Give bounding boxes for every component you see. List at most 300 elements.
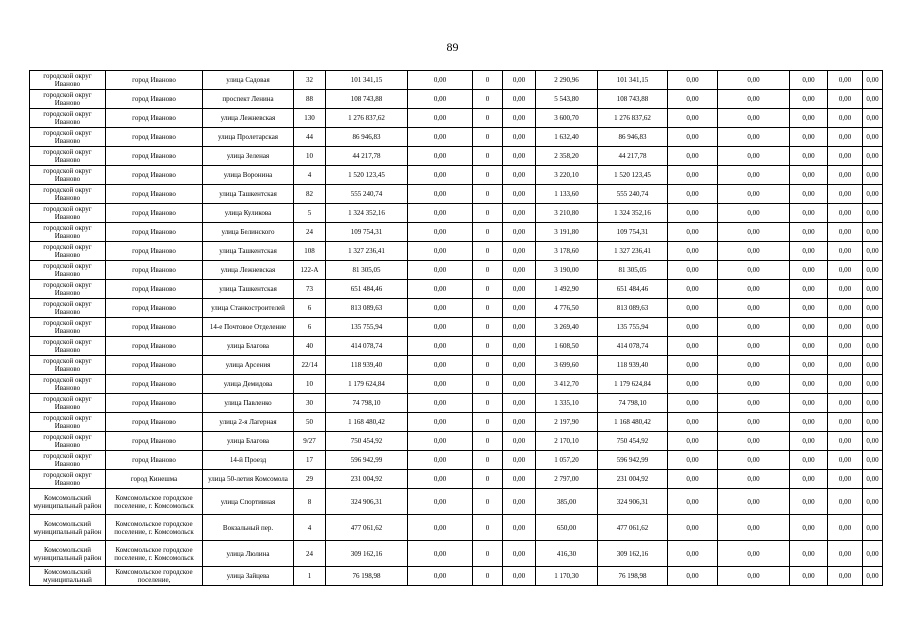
settlement-cell: город Иваново bbox=[106, 432, 203, 451]
total-cost-cell: 1 179 624,84 bbox=[326, 375, 408, 394]
settlement-cell: город Иваново bbox=[106, 90, 203, 109]
cost-col-6-cell: 0,00 bbox=[408, 451, 473, 470]
municipality-cell: городской округ Иваново bbox=[30, 147, 106, 166]
street-cell: улица Ташкентская bbox=[203, 185, 294, 204]
cost-col-11-cell: 0,00 bbox=[668, 128, 718, 147]
municipality-cell: Комсомольский муниципальный район bbox=[30, 541, 106, 567]
cost-col-13-cell: 0,00 bbox=[790, 375, 828, 394]
settlement-cell: город Иваново bbox=[106, 223, 203, 242]
area-cell: 5 543,80 bbox=[536, 90, 598, 109]
cost-col-14-cell: 0,00 bbox=[828, 413, 863, 432]
municipality-cell: городской округ Иваново bbox=[30, 299, 106, 318]
cost-col-10-cell: 81 305,05 bbox=[598, 261, 668, 280]
cost-col-12-cell: 0,00 bbox=[718, 515, 790, 541]
cost-col-10-cell: 1 168 480,42 bbox=[598, 413, 668, 432]
cost-col-10-cell: 596 942,99 bbox=[598, 451, 668, 470]
cost-col-10-cell: 118 939,40 bbox=[598, 356, 668, 375]
table-row bbox=[30, 515, 883, 541]
cost-col-11-cell: 0,00 bbox=[668, 166, 718, 185]
cost-col-15-cell: 0,00 bbox=[863, 375, 883, 394]
cost-col-11-cell: 0,00 bbox=[668, 489, 718, 515]
cost-col-8-cell: 0,00 bbox=[503, 337, 536, 356]
cost-col-10-cell: 1 179 624,84 bbox=[598, 375, 668, 394]
table-row bbox=[30, 451, 883, 470]
municipality-cell: Комсомольский муниципальный bbox=[30, 567, 106, 586]
municipality-cell: городской округ Иваново bbox=[30, 223, 106, 242]
cost-col-10-cell: 44 217,78 bbox=[598, 147, 668, 166]
cost-col-11-cell: 0,00 bbox=[668, 204, 718, 223]
municipality-cell: городской округ Иваново bbox=[30, 242, 106, 261]
cost-col-6-cell: 0,00 bbox=[408, 147, 473, 166]
total-cost-cell: 414 078,74 bbox=[326, 337, 408, 356]
cost-col-6-cell: 0,00 bbox=[408, 375, 473, 394]
street-cell: улица Благова bbox=[203, 337, 294, 356]
count-col-7-cell: 0 bbox=[473, 337, 503, 356]
count-col-7-cell: 0 bbox=[473, 261, 503, 280]
total-cost-cell: 118 939,40 bbox=[326, 356, 408, 375]
count-col-7-cell: 0 bbox=[473, 470, 503, 489]
total-cost-cell: 477 061,62 bbox=[326, 515, 408, 541]
cost-col-11-cell: 0,00 bbox=[668, 299, 718, 318]
municipality-cell: городской округ Иваново bbox=[30, 90, 106, 109]
settlement-cell: город Иваново bbox=[106, 318, 203, 337]
area-cell: 3 220,10 bbox=[536, 166, 598, 185]
total-cost-cell: 324 906,31 bbox=[326, 489, 408, 515]
cost-col-15-cell: 0,00 bbox=[863, 185, 883, 204]
settlement-cell: город Иваново bbox=[106, 299, 203, 318]
cost-col-11-cell: 0,00 bbox=[668, 451, 718, 470]
cost-col-15-cell: 0,00 bbox=[863, 299, 883, 318]
total-cost-cell: 555 240,74 bbox=[326, 185, 408, 204]
count-col-7-cell: 0 bbox=[473, 223, 503, 242]
total-cost-cell: 750 454,92 bbox=[326, 432, 408, 451]
count-col-7-cell: 0 bbox=[473, 109, 503, 128]
settlement-cell: Комсомольское городское поселение, г. Комсомольск bbox=[106, 541, 203, 567]
cost-col-12-cell: 0,00 bbox=[718, 204, 790, 223]
count-col-7-cell: 0 bbox=[473, 166, 503, 185]
cost-col-12-cell: 0,00 bbox=[718, 451, 790, 470]
cost-col-8-cell: 0,00 bbox=[503, 261, 536, 280]
cost-col-6-cell: 0,00 bbox=[408, 128, 473, 147]
count-col-7-cell: 0 bbox=[473, 318, 503, 337]
cost-col-8-cell: 0,00 bbox=[503, 567, 536, 586]
cost-col-12-cell: 0,00 bbox=[718, 299, 790, 318]
cost-col-15-cell: 0,00 bbox=[863, 261, 883, 280]
cost-col-8-cell: 0,00 bbox=[503, 242, 536, 261]
cost-col-6-cell: 0,00 bbox=[408, 394, 473, 413]
cost-col-8-cell: 0,00 bbox=[503, 470, 536, 489]
total-cost-cell: 813 089,63 bbox=[326, 299, 408, 318]
municipality-cell: Комсомольский муниципальный район bbox=[30, 515, 106, 541]
cost-col-8-cell: 0,00 bbox=[503, 223, 536, 242]
area-cell: 2 197,90 bbox=[536, 413, 598, 432]
area-cell: 1 492,90 bbox=[536, 280, 598, 299]
cost-col-14-cell: 0,00 bbox=[828, 567, 863, 586]
street-cell: улица 50-летия Комсомола bbox=[203, 470, 294, 489]
house-number-cell: 9/27 bbox=[294, 432, 326, 451]
cost-col-11-cell: 0,00 bbox=[668, 109, 718, 128]
settlement-cell: Комсомольское городское поселение, г. Комсомольск bbox=[106, 515, 203, 541]
cost-col-15-cell: 0,00 bbox=[863, 413, 883, 432]
total-cost-cell: 109 754,31 bbox=[326, 223, 408, 242]
count-col-7-cell: 0 bbox=[473, 128, 503, 147]
cost-col-6-cell: 0,00 bbox=[408, 489, 473, 515]
table-row bbox=[30, 204, 883, 223]
count-col-7-cell: 0 bbox=[473, 204, 503, 223]
table-row bbox=[30, 470, 883, 489]
house-number-cell: 122-А bbox=[294, 261, 326, 280]
municipality-cell: городской округ Иваново bbox=[30, 394, 106, 413]
cost-col-14-cell: 0,00 bbox=[828, 318, 863, 337]
cost-col-13-cell: 0,00 bbox=[790, 541, 828, 567]
area-cell: 2 797,00 bbox=[536, 470, 598, 489]
cost-col-12-cell: 0,00 bbox=[718, 356, 790, 375]
table-row bbox=[30, 567, 883, 586]
cost-col-8-cell: 0,00 bbox=[503, 147, 536, 166]
cost-col-13-cell: 0,00 bbox=[790, 470, 828, 489]
count-col-7-cell: 0 bbox=[473, 541, 503, 567]
cost-col-11-cell: 0,00 bbox=[668, 261, 718, 280]
total-cost-cell: 44 217,78 bbox=[326, 147, 408, 166]
cost-col-15-cell: 0,00 bbox=[863, 541, 883, 567]
cost-col-6-cell: 0,00 bbox=[408, 515, 473, 541]
cost-col-13-cell: 0,00 bbox=[790, 337, 828, 356]
table-row bbox=[30, 147, 883, 166]
cost-col-13-cell: 0,00 bbox=[790, 356, 828, 375]
area-cell: 2 290,96 bbox=[536, 71, 598, 90]
table-row bbox=[30, 261, 883, 280]
cost-col-6-cell: 0,00 bbox=[408, 71, 473, 90]
cost-col-11-cell: 0,00 bbox=[668, 567, 718, 586]
count-col-7-cell: 0 bbox=[473, 242, 503, 261]
cost-col-11-cell: 0,00 bbox=[668, 280, 718, 299]
settlement-cell: город Иваново bbox=[106, 280, 203, 299]
cost-col-11-cell: 0,00 bbox=[668, 375, 718, 394]
cost-col-12-cell: 0,00 bbox=[718, 90, 790, 109]
street-cell: улица Люлина bbox=[203, 541, 294, 567]
cost-col-11-cell: 0,00 bbox=[668, 185, 718, 204]
street-cell: улица Спортивная bbox=[203, 489, 294, 515]
street-cell: улица Пролетарская bbox=[203, 128, 294, 147]
area-cell: 3 191,80 bbox=[536, 223, 598, 242]
table-row bbox=[30, 413, 883, 432]
count-col-7-cell: 0 bbox=[473, 90, 503, 109]
cost-col-8-cell: 0,00 bbox=[503, 489, 536, 515]
cost-col-12-cell: 0,00 bbox=[718, 109, 790, 128]
count-col-7-cell: 0 bbox=[473, 185, 503, 204]
cost-col-11-cell: 0,00 bbox=[668, 147, 718, 166]
municipality-cell: городской округ Иваново bbox=[30, 432, 106, 451]
cost-col-6-cell: 0,00 bbox=[408, 299, 473, 318]
cost-col-13-cell: 0,00 bbox=[790, 318, 828, 337]
cost-col-8-cell: 0,00 bbox=[503, 299, 536, 318]
cost-col-11-cell: 0,00 bbox=[668, 394, 718, 413]
cost-col-8-cell: 0,00 bbox=[503, 185, 536, 204]
total-cost-cell: 101 341,15 bbox=[326, 71, 408, 90]
cost-col-10-cell: 86 946,83 bbox=[598, 128, 668, 147]
cost-col-12-cell: 0,00 bbox=[718, 375, 790, 394]
cost-col-10-cell: 1 327 236,41 bbox=[598, 242, 668, 261]
street-cell: улица Арсения bbox=[203, 356, 294, 375]
cost-col-10-cell: 74 798,10 bbox=[598, 394, 668, 413]
house-number-cell: 10 bbox=[294, 147, 326, 166]
count-col-7-cell: 0 bbox=[473, 394, 503, 413]
cost-col-15-cell: 0,00 bbox=[863, 147, 883, 166]
area-cell: 3 600,70 bbox=[536, 109, 598, 128]
total-cost-cell: 1 520 123,45 bbox=[326, 166, 408, 185]
cost-col-13-cell: 0,00 bbox=[790, 71, 828, 90]
street-cell: Вокзальный пер. bbox=[203, 515, 294, 541]
cost-col-11-cell: 0,00 bbox=[668, 432, 718, 451]
street-cell: улица Белинского bbox=[203, 223, 294, 242]
area-cell: 1 632,40 bbox=[536, 128, 598, 147]
house-number-cell: 6 bbox=[294, 318, 326, 337]
table-row bbox=[30, 375, 883, 394]
settlement-cell: город Иваново bbox=[106, 261, 203, 280]
cost-col-10-cell: 231 004,92 bbox=[598, 470, 668, 489]
settlement-cell: город Иваново bbox=[106, 375, 203, 394]
cost-col-6-cell: 0,00 bbox=[408, 413, 473, 432]
cost-col-13-cell: 0,00 bbox=[790, 261, 828, 280]
cost-col-12-cell: 0,00 bbox=[718, 394, 790, 413]
cost-col-8-cell: 0,00 bbox=[503, 515, 536, 541]
cost-col-15-cell: 0,00 bbox=[863, 470, 883, 489]
settlement-cell: город Иваново bbox=[106, 356, 203, 375]
table-row bbox=[30, 432, 883, 451]
cost-col-11-cell: 0,00 bbox=[668, 337, 718, 356]
cost-col-14-cell: 0,00 bbox=[828, 451, 863, 470]
house-number-cell: 24 bbox=[294, 541, 326, 567]
municipality-cell: городской округ Иваново bbox=[30, 128, 106, 147]
house-number-cell: 73 bbox=[294, 280, 326, 299]
total-cost-cell: 651 484,46 bbox=[326, 280, 408, 299]
municipality-cell: городской округ Иваново bbox=[30, 166, 106, 185]
cost-col-14-cell: 0,00 bbox=[828, 280, 863, 299]
settlement-cell: город Иваново bbox=[106, 242, 203, 261]
street-cell: улица Ташкентская bbox=[203, 280, 294, 299]
cost-col-14-cell: 0,00 bbox=[828, 147, 863, 166]
cost-col-13-cell: 0,00 bbox=[790, 451, 828, 470]
municipality-cell: городской округ Иваново bbox=[30, 185, 106, 204]
cost-col-15-cell: 0,00 bbox=[863, 280, 883, 299]
table-row bbox=[30, 71, 883, 90]
settlement-cell: город Иваново bbox=[106, 204, 203, 223]
cost-col-12-cell: 0,00 bbox=[718, 470, 790, 489]
settlement-cell: Комсомольское городское поселение, bbox=[106, 567, 203, 586]
cost-col-8-cell: 0,00 bbox=[503, 280, 536, 299]
street-cell: улица Ташкентская bbox=[203, 242, 294, 261]
table-row bbox=[30, 280, 883, 299]
cost-col-12-cell: 0,00 bbox=[718, 318, 790, 337]
cost-col-13-cell: 0,00 bbox=[790, 185, 828, 204]
table-row bbox=[30, 109, 883, 128]
cost-col-14-cell: 0,00 bbox=[828, 242, 863, 261]
cost-col-14-cell: 0,00 bbox=[828, 337, 863, 356]
cost-col-13-cell: 0,00 bbox=[790, 90, 828, 109]
area-cell: 650,00 bbox=[536, 515, 598, 541]
municipality-cell: городской округ Иваново bbox=[30, 337, 106, 356]
cost-col-10-cell: 109 754,31 bbox=[598, 223, 668, 242]
settlement-cell: город Иваново bbox=[106, 71, 203, 90]
cost-col-11-cell: 0,00 bbox=[668, 223, 718, 242]
cost-col-6-cell: 0,00 bbox=[408, 261, 473, 280]
municipality-cell: городской округ Иваново bbox=[30, 204, 106, 223]
cost-col-15-cell: 0,00 bbox=[863, 515, 883, 541]
cost-col-14-cell: 0,00 bbox=[828, 90, 863, 109]
municipality-cell: городской округ Иваново bbox=[30, 451, 106, 470]
cost-col-15-cell: 0,00 bbox=[863, 166, 883, 185]
house-number-cell: 1 bbox=[294, 567, 326, 586]
municipality-cell: городской округ Иваново bbox=[30, 375, 106, 394]
area-cell: 1 608,50 bbox=[536, 337, 598, 356]
cost-col-15-cell: 0,00 bbox=[863, 567, 883, 586]
house-number-cell: 29 bbox=[294, 470, 326, 489]
count-col-7-cell: 0 bbox=[473, 567, 503, 586]
street-cell: улица Лежневская bbox=[203, 109, 294, 128]
cost-col-15-cell: 0,00 bbox=[863, 71, 883, 90]
cost-col-6-cell: 0,00 bbox=[408, 166, 473, 185]
house-number-cell: 82 bbox=[294, 185, 326, 204]
table-row bbox=[30, 166, 883, 185]
area-cell: 1 170,30 bbox=[536, 567, 598, 586]
cost-col-10-cell: 135 755,94 bbox=[598, 318, 668, 337]
cost-col-11-cell: 0,00 bbox=[668, 356, 718, 375]
cost-col-8-cell: 0,00 bbox=[503, 413, 536, 432]
table-row bbox=[30, 223, 883, 242]
cost-col-14-cell: 0,00 bbox=[828, 109, 863, 128]
count-col-7-cell: 0 bbox=[473, 413, 503, 432]
cost-col-10-cell: 309 162,16 bbox=[598, 541, 668, 567]
cost-col-14-cell: 0,00 bbox=[828, 432, 863, 451]
total-cost-cell: 309 162,16 bbox=[326, 541, 408, 567]
cost-col-10-cell: 555 240,74 bbox=[598, 185, 668, 204]
cost-col-6-cell: 0,00 bbox=[408, 185, 473, 204]
cost-col-15-cell: 0,00 bbox=[863, 451, 883, 470]
house-number-cell: 5 bbox=[294, 204, 326, 223]
cost-col-8-cell: 0,00 bbox=[503, 204, 536, 223]
count-col-7-cell: 0 bbox=[473, 71, 503, 90]
cost-col-10-cell: 1 520 123,45 bbox=[598, 166, 668, 185]
cost-col-8-cell: 0,00 bbox=[503, 451, 536, 470]
street-cell: улица Павленко bbox=[203, 394, 294, 413]
table-row bbox=[30, 489, 883, 515]
cost-col-11-cell: 0,00 bbox=[668, 470, 718, 489]
cost-col-15-cell: 0,00 bbox=[863, 318, 883, 337]
cost-col-14-cell: 0,00 bbox=[828, 71, 863, 90]
total-cost-cell: 86 946,83 bbox=[326, 128, 408, 147]
street-cell: улица Куликова bbox=[203, 204, 294, 223]
total-cost-cell: 74 798,10 bbox=[326, 394, 408, 413]
house-number-cell: 24 bbox=[294, 223, 326, 242]
cost-col-12-cell: 0,00 bbox=[718, 413, 790, 432]
count-col-7-cell: 0 bbox=[473, 299, 503, 318]
cost-col-13-cell: 0,00 bbox=[790, 489, 828, 515]
settlement-cell: Комсомольское городское поселение, г. Комсомольск bbox=[106, 489, 203, 515]
cost-col-14-cell: 0,00 bbox=[828, 128, 863, 147]
cost-col-11-cell: 0,00 bbox=[668, 71, 718, 90]
cost-col-10-cell: 651 484,46 bbox=[598, 280, 668, 299]
table-row bbox=[30, 128, 883, 147]
house-number-cell: 44 bbox=[294, 128, 326, 147]
cost-col-10-cell: 1 324 352,16 bbox=[598, 204, 668, 223]
table-row bbox=[30, 337, 883, 356]
settlement-cell: город Кинешма bbox=[106, 470, 203, 489]
total-cost-cell: 135 755,94 bbox=[326, 318, 408, 337]
area-cell: 3 412,70 bbox=[536, 375, 598, 394]
area-cell: 2 170,10 bbox=[536, 432, 598, 451]
cost-col-15-cell: 0,00 bbox=[863, 394, 883, 413]
settlement-cell: город Иваново bbox=[106, 109, 203, 128]
table-body bbox=[30, 71, 883, 586]
street-cell: улица Зайцева bbox=[203, 567, 294, 586]
table-row bbox=[30, 541, 883, 567]
cost-col-14-cell: 0,00 bbox=[828, 185, 863, 204]
cost-col-15-cell: 0,00 bbox=[863, 242, 883, 261]
cost-col-15-cell: 0,00 bbox=[863, 337, 883, 356]
street-cell: 14-й Проезд bbox=[203, 451, 294, 470]
cost-col-6-cell: 0,00 bbox=[408, 280, 473, 299]
cost-col-8-cell: 0,00 bbox=[503, 356, 536, 375]
cost-col-6-cell: 0,00 bbox=[408, 109, 473, 128]
area-cell: 3 699,60 bbox=[536, 356, 598, 375]
cost-col-6-cell: 0,00 bbox=[408, 204, 473, 223]
cost-col-13-cell: 0,00 bbox=[790, 109, 828, 128]
settlement-cell: город Иваново bbox=[106, 166, 203, 185]
cost-col-15-cell: 0,00 bbox=[863, 90, 883, 109]
area-cell: 1 133,60 bbox=[536, 185, 598, 204]
table-row bbox=[30, 185, 883, 204]
cost-col-11-cell: 0,00 bbox=[668, 515, 718, 541]
settlement-cell: город Иваново bbox=[106, 413, 203, 432]
cost-col-12-cell: 0,00 bbox=[718, 71, 790, 90]
cost-col-6-cell: 0,00 bbox=[408, 432, 473, 451]
cost-col-11-cell: 0,00 bbox=[668, 318, 718, 337]
cost-col-10-cell: 414 078,74 bbox=[598, 337, 668, 356]
cost-col-6-cell: 0,00 bbox=[408, 356, 473, 375]
area-cell: 3 178,60 bbox=[536, 242, 598, 261]
cost-col-11-cell: 0,00 bbox=[668, 90, 718, 109]
cost-col-10-cell: 1 276 837,62 bbox=[598, 109, 668, 128]
street-cell: улица Воронина bbox=[203, 166, 294, 185]
house-number-cell: 50 bbox=[294, 413, 326, 432]
cost-col-15-cell: 0,00 bbox=[863, 432, 883, 451]
cost-col-13-cell: 0,00 bbox=[790, 204, 828, 223]
cost-col-15-cell: 0,00 bbox=[863, 356, 883, 375]
street-cell: улица Зеленая bbox=[203, 147, 294, 166]
municipality-cell: городской округ Иваново bbox=[30, 470, 106, 489]
cost-col-13-cell: 0,00 bbox=[790, 147, 828, 166]
area-cell: 3 210,80 bbox=[536, 204, 598, 223]
cost-col-15-cell: 0,00 bbox=[863, 109, 883, 128]
area-cell: 4 776,50 bbox=[536, 299, 598, 318]
total-cost-cell: 231 004,92 bbox=[326, 470, 408, 489]
house-number-cell: 30 bbox=[294, 394, 326, 413]
cost-col-14-cell: 0,00 bbox=[828, 470, 863, 489]
cost-col-13-cell: 0,00 bbox=[790, 280, 828, 299]
municipality-cell: городской округ Иваново bbox=[30, 318, 106, 337]
street-cell: улица Благова bbox=[203, 432, 294, 451]
cost-col-8-cell: 0,00 bbox=[503, 318, 536, 337]
street-cell: улица Станкостроителей bbox=[203, 299, 294, 318]
cost-col-6-cell: 0,00 bbox=[408, 90, 473, 109]
cost-col-10-cell: 750 454,92 bbox=[598, 432, 668, 451]
cost-col-8-cell: 0,00 bbox=[503, 375, 536, 394]
total-cost-cell: 1 168 480,42 bbox=[326, 413, 408, 432]
house-number-cell: 130 bbox=[294, 109, 326, 128]
cost-col-13-cell: 0,00 bbox=[790, 166, 828, 185]
cost-col-12-cell: 0,00 bbox=[718, 432, 790, 451]
cost-col-14-cell: 0,00 bbox=[828, 375, 863, 394]
